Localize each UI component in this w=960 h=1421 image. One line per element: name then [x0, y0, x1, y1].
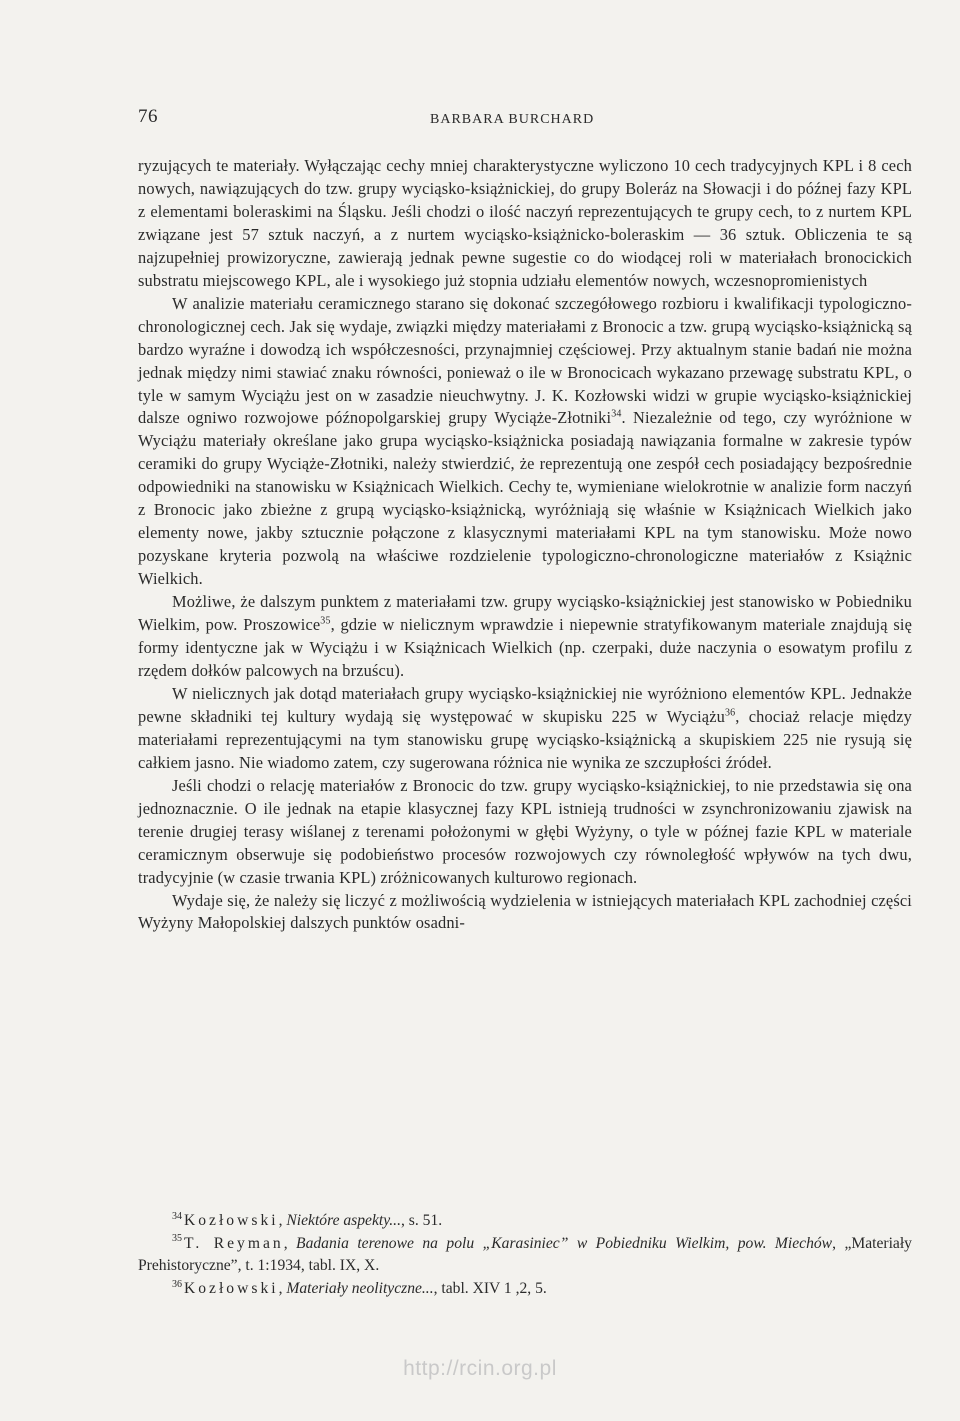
paragraph-text: W analizie materiału ceramicznego starano się dokonać szczegółowego rozbioru i kwalifikacji typologiczno-chronologicznej cech. Jak się wydaje, związki między materiałami z Bronocic a tzw. grupą wyciąsko-książnicką są bardzo wyraźne i dowodzą ich współczesności, przynajmniej częściowej. Przy aktualnym stanie badań nie można jednak między nimi stawiać znaku równości, ponieważ o ile w Bronocicach wykazano przewagę substratu KPL, o tyle w samym Wyciążu jest on w zasadzie nieuchwytny. J. K. Kozłowski widzi w grupie wyciąsko-książnickiej dalsze ogniwo rozwojowe późnopolgarskiej grupy Wyciąże-Złotniki	[138, 293, 912, 428]
footnote-title: Badania terenowe na polu „Karasiniec” w Pobiedniku Wielkim, pow. Miechów	[296, 1234, 833, 1252]
footnote-number: 36	[172, 1278, 182, 1290]
footnote: $^{34}$ Kozłowski, Niektóre aspekty..., s. 51.	[172, 1210, 443, 1229]
paragraph	[138, 155, 912, 293]
paragraph-text: W nielicznych jak dotąd materiałach grupy wyciąsko-książnickiej nie wyróżniono elementów KPL. Jednakże pewne składniki tej kultury wydają się występować w skupisku 225 w Wyciążu	[138, 683, 912, 726]
watermark[interactable]: http://rcin.org.pl	[403, 1357, 557, 1380]
footnote-ref: 34	[611, 409, 622, 421]
footnote-details: , tabl. XIV 1 ,2, 5.	[433, 1279, 547, 1297]
paragraph-text: ryzujących te materiały. Wyłączając cechy mniej charakterystyczne wyliczono 10 cech tradycyjnych KPL i 8 cech nowych, nawiązujących do tzw. grupy wyciąsko-książnickiej, do grupy Boleráz na Słowacji i do późnej fazy KPL z elementami boleraskimi na Śląsku. Jeśli chodzi o ilość naczyń reprezentujących te grupy cech, to z nurtem KPL związane jest 57 sztuk naczyń, a z nurtem wyciąsko-książnicko-boleraskim — 36 sztuk. Obliczenia te są najzupełniej prowizoryczne, zawierają jednak pewne sugestie co do wiodącej roli w materiałach bronocickich substratu miejscowego KPL, ale i wysokiego już stopnia udziału elementów nowych, wczesnopromienistych	[138, 156, 912, 290]
running-head: BARBARA BURCHARD	[430, 112, 595, 127]
footnote-ref: 35	[320, 615, 331, 627]
paragraph	[138, 591, 912, 683]
page-number: 76	[138, 106, 158, 127]
paragraph-text: , gdzie w nielicznym wprawdzie i niepewnie stratyfikowanym materiale znajdują się formy identyczne jak w Wyciążu i w Książnicach Wielkich (np. czerpaki, duże naczynia o esowatym profilu z rzędem dołków palcowych na brzuścu).	[138, 615, 912, 680]
footnote-title: Materiały neolityczne...	[286, 1279, 434, 1297]
footnote: $^{36}$ Kozłowski, Materiały neolityczne..., tabl. XIV 1 ,2, 5.	[172, 1278, 547, 1297]
paragraph-text: . Niezależnie od tego, czy wyróżnione w Wyciążu materiały określane jako grupa wyciąsko-książnicka posiadają nawiązania formalne w zakresie typów ceramiki do grupy Wyciąże-Złotniki, należy stwierdzić, że reprezentują one zespół cech posiadający bezpośrednie odpowiedniki na stanowisku w Książnicach Wielkich. Cechy te, wymieniane wielokrotnie w analizie form naczyń z Bronocic jako zbieżne z grupą wyciąsko-książnicką, wyróżniają się właśnie w Książnicach Wielkich jako elementy nowe, jakby sztucznie połączone z klasycznymi materiałami KPL na tym stanowisku. Może nowo pozyskane kryteria pozwolą na właściwe rozdzielenie typologiczno-chronologiczne materiałów z Książnic Wielkich.	[138, 408, 912, 589]
footnote-number: 34	[172, 1210, 182, 1222]
paragraph	[138, 775, 912, 890]
footnote-ref: 36	[724, 707, 736, 719]
footnotes	[138, 1210, 912, 1300]
footnote-author: T. Reyman	[184, 1234, 284, 1252]
paragraph-text: , chociaż relacje między materiałami reprezentującymi na tym stanowisku grupę wyciąsko-książnicką a skupiskiem 225 nie rysują się całkiem jasno. Nie wiadomo zatem, czy sugerowana różnica nie wynika ze szczupłości źródeł.	[138, 706, 912, 772]
body-text	[138, 155, 912, 935]
footnote-title: Niektóre aspekty...	[286, 1212, 401, 1229]
paragraph-text: Jeśli chodzi o relację materiałów z Bronocic do tzw. grupy wyciąsko-książnickiej, to nie przedstawia się ona jednoznacznie. O ile jednak na etapie klasycznej fazy KPL istnieją trudności w zsynchronizowaniu zjawisk na terenie drugiej terasy wiślanej z terenami położonymi w głębi Wyżyny, o tyle w późnej fazie KPL w materiale ceramicznym obserwuje się podobieństwo procesów rozwojowych czy równoległość wpływów na tych dwu, tradycyjnie (w czasie trwania KPL) zróżnicowanych kulturowo regionach.	[138, 775, 912, 887]
footnote-author: Kozłowski	[184, 1212, 279, 1229]
paragraph-text: Możliwe, że dalszym punktem z materiałami tzw. grupy wyciąsko-książnickiej jest stanowisko w Pobiedniku Wielkim, pow. Proszowice	[138, 592, 912, 635]
footnote-number: 35	[172, 1233, 182, 1245]
footnote-details: , „Materiały Prehistoryczne”, t. 1:1934, tabl. IX, X.	[138, 1234, 912, 1275]
footnote: $^{35}$ T. Reyman, Badania terenowe na polu „Karasiniec” w Pobiedniku Wielkim, pow. Miechów, „Materiały Prehistoryczne”, t. 1:1934, tabl. IX, X.	[138, 1233, 912, 1275]
paragraph	[138, 293, 912, 591]
paragraph-text: Wydaje się, że należy się liczyć z możliwością wydzielenia w istniejących materiałach KPL zachodniej części Wyżyny Małopolskiej dalszych punktów osadni-	[138, 890, 912, 933]
footnote-details: , s. 51.	[400, 1212, 443, 1229]
paragraph	[138, 890, 912, 936]
footnote-author: Kozłowski	[184, 1279, 279, 1297]
paragraph	[138, 683, 912, 775]
